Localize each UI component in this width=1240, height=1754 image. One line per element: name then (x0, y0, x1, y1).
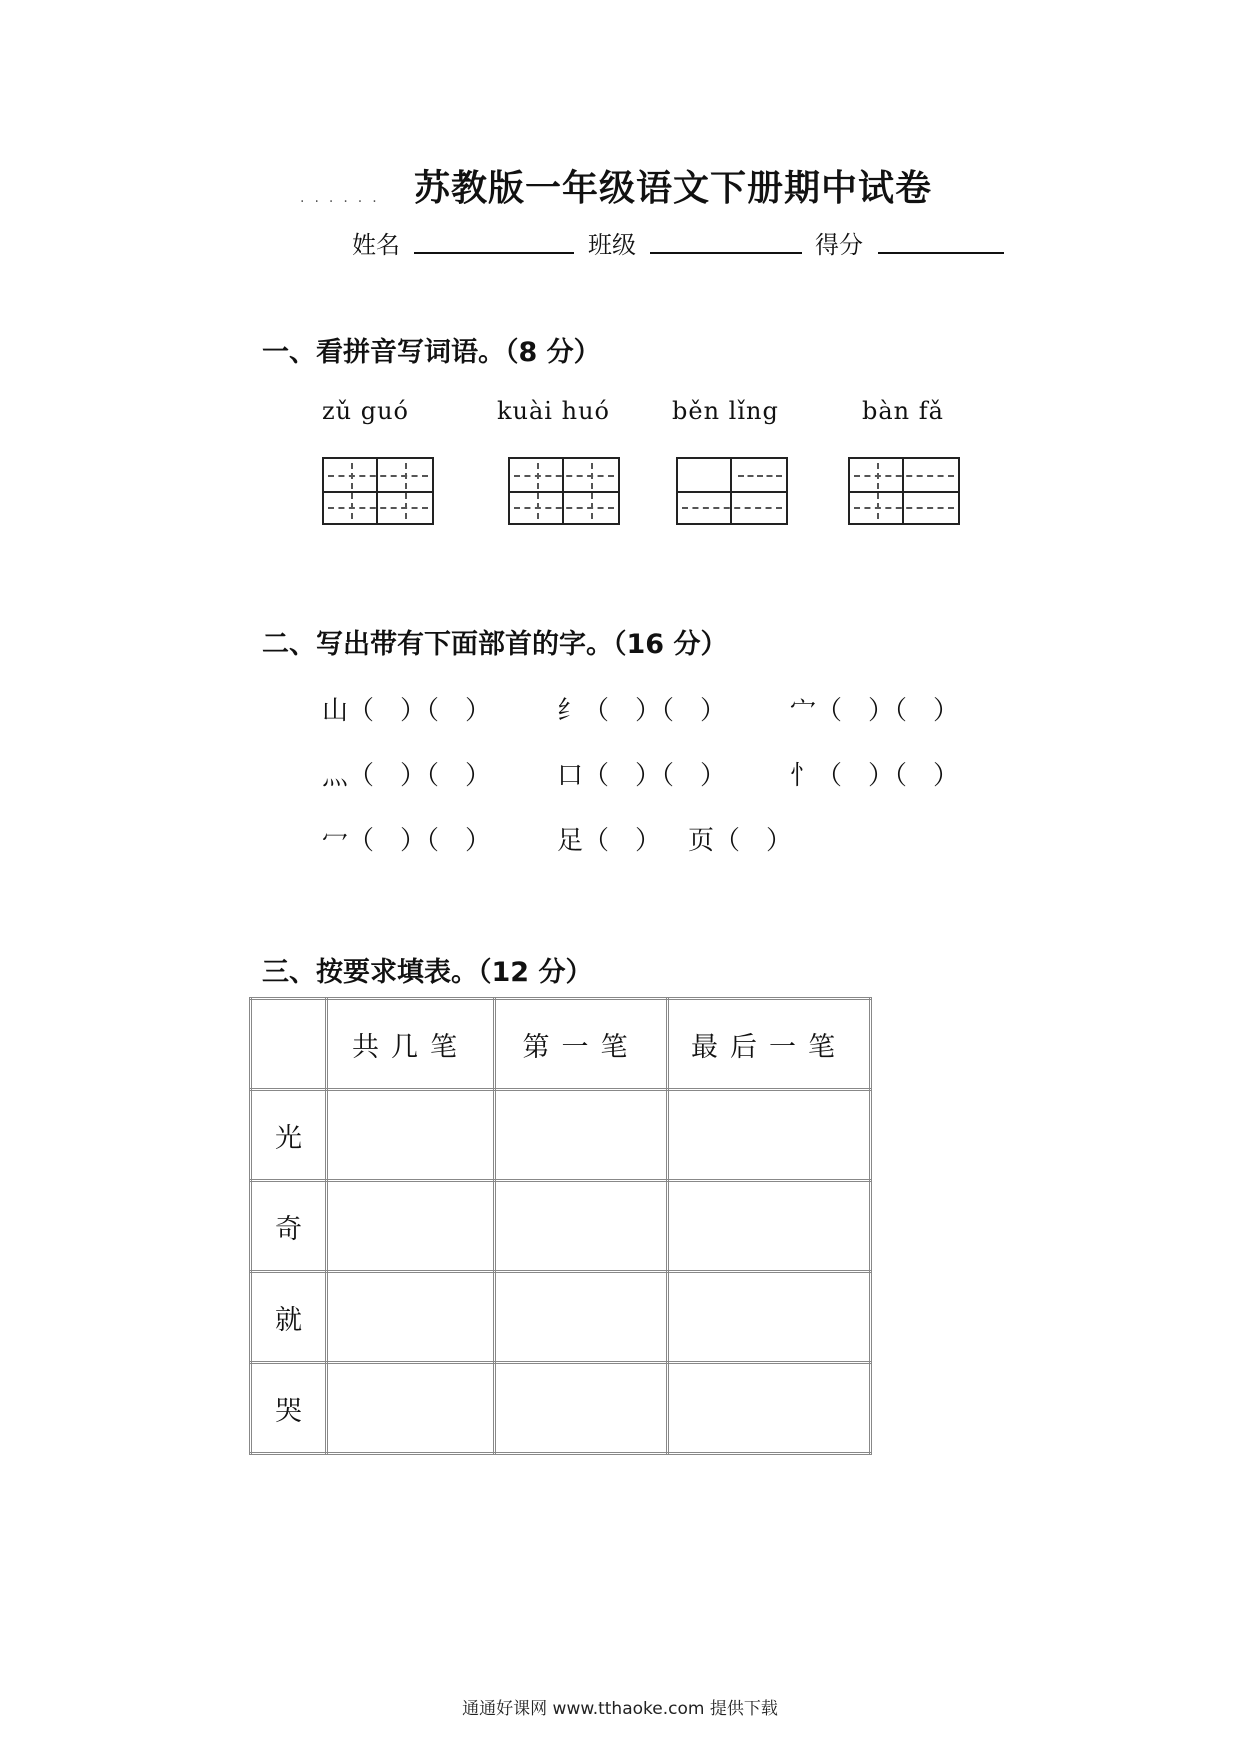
radical-item[interactable]: 页（ ） (688, 826, 793, 856)
answer-cell[interactable] (327, 1272, 495, 1363)
answer-cell[interactable] (327, 1363, 495, 1454)
table-row (251, 1090, 871, 1181)
radical-item[interactable]: 足（ ） (557, 826, 662, 856)
score-field[interactable] (878, 252, 1004, 254)
answer-cell[interactable] (495, 1090, 668, 1181)
answer-cell[interactable] (495, 1181, 668, 1272)
name-label: 姓名 (352, 231, 400, 259)
writing-grid-4[interactable] (848, 457, 960, 525)
row-character: 奇 (251, 1181, 327, 1272)
page-title: 苏教版一年级语文下册期中试卷 (414, 168, 933, 209)
pinyin-1: zǔ guó (322, 397, 409, 425)
footer-text: 通通好课网 www.tthaoke.com 提供下载 (462, 1699, 778, 1719)
score-label: 得分 (815, 231, 863, 259)
radical-item[interactable]: 纟（ ）（ ） (557, 696, 727, 726)
radical-item[interactable]: 口（ ）（ ） (557, 761, 727, 791)
stroke-table (249, 997, 872, 1455)
radical-item[interactable]: 灬（ ）（ ） (322, 761, 492, 791)
table-header-stroke-count: 共几笔 (327, 999, 495, 1090)
writing-grid-1[interactable] (322, 457, 434, 525)
row-character: 光 (251, 1090, 327, 1181)
answer-cell[interactable] (668, 1090, 871, 1181)
answer-cell[interactable] (327, 1090, 495, 1181)
writing-grid-2[interactable] (508, 457, 620, 525)
table-header-first-stroke: 第一笔 (495, 999, 668, 1090)
class-label: 班级 (588, 231, 636, 259)
pinyin-2: kuài huó (497, 397, 610, 425)
table-row (251, 1272, 871, 1363)
radical-item[interactable]: 忄（ ）（ ） (790, 761, 960, 791)
answer-cell[interactable] (668, 1181, 871, 1272)
answer-cell[interactable] (327, 1181, 495, 1272)
table-row (251, 1181, 871, 1272)
radical-item[interactable]: 山（ ）（ ） (322, 696, 492, 726)
answer-cell[interactable] (668, 1272, 871, 1363)
answer-cell[interactable] (668, 1363, 871, 1454)
table-header-corner (251, 999, 327, 1090)
writing-grid-3[interactable] (676, 457, 788, 525)
table-header-last-stroke: 最后一笔 (668, 999, 871, 1090)
answer-cell[interactable] (495, 1272, 668, 1363)
section2-heading: 二、写出带有下面部首的字。（16 分） (262, 629, 728, 660)
pinyin-3: běn lǐng (672, 397, 779, 425)
section1-heading: 一、看拼音写词语。（8 分） (262, 337, 601, 368)
radical-item[interactable]: 宀（ ）（ ） (790, 696, 960, 726)
row-character: 哭 (251, 1363, 327, 1454)
section3-heading: 三、按要求填表。（12 分） (262, 957, 593, 988)
decorative-dots: ...... (300, 190, 387, 206)
pinyin-4: bàn fǎ (862, 397, 944, 425)
name-field[interactable] (414, 252, 574, 254)
row-character: 就 (251, 1272, 327, 1363)
class-field[interactable] (650, 252, 802, 254)
answer-cell[interactable] (495, 1363, 668, 1454)
table-row (251, 1363, 871, 1454)
radical-item[interactable]: 冖（ ）（ ） (322, 826, 492, 856)
